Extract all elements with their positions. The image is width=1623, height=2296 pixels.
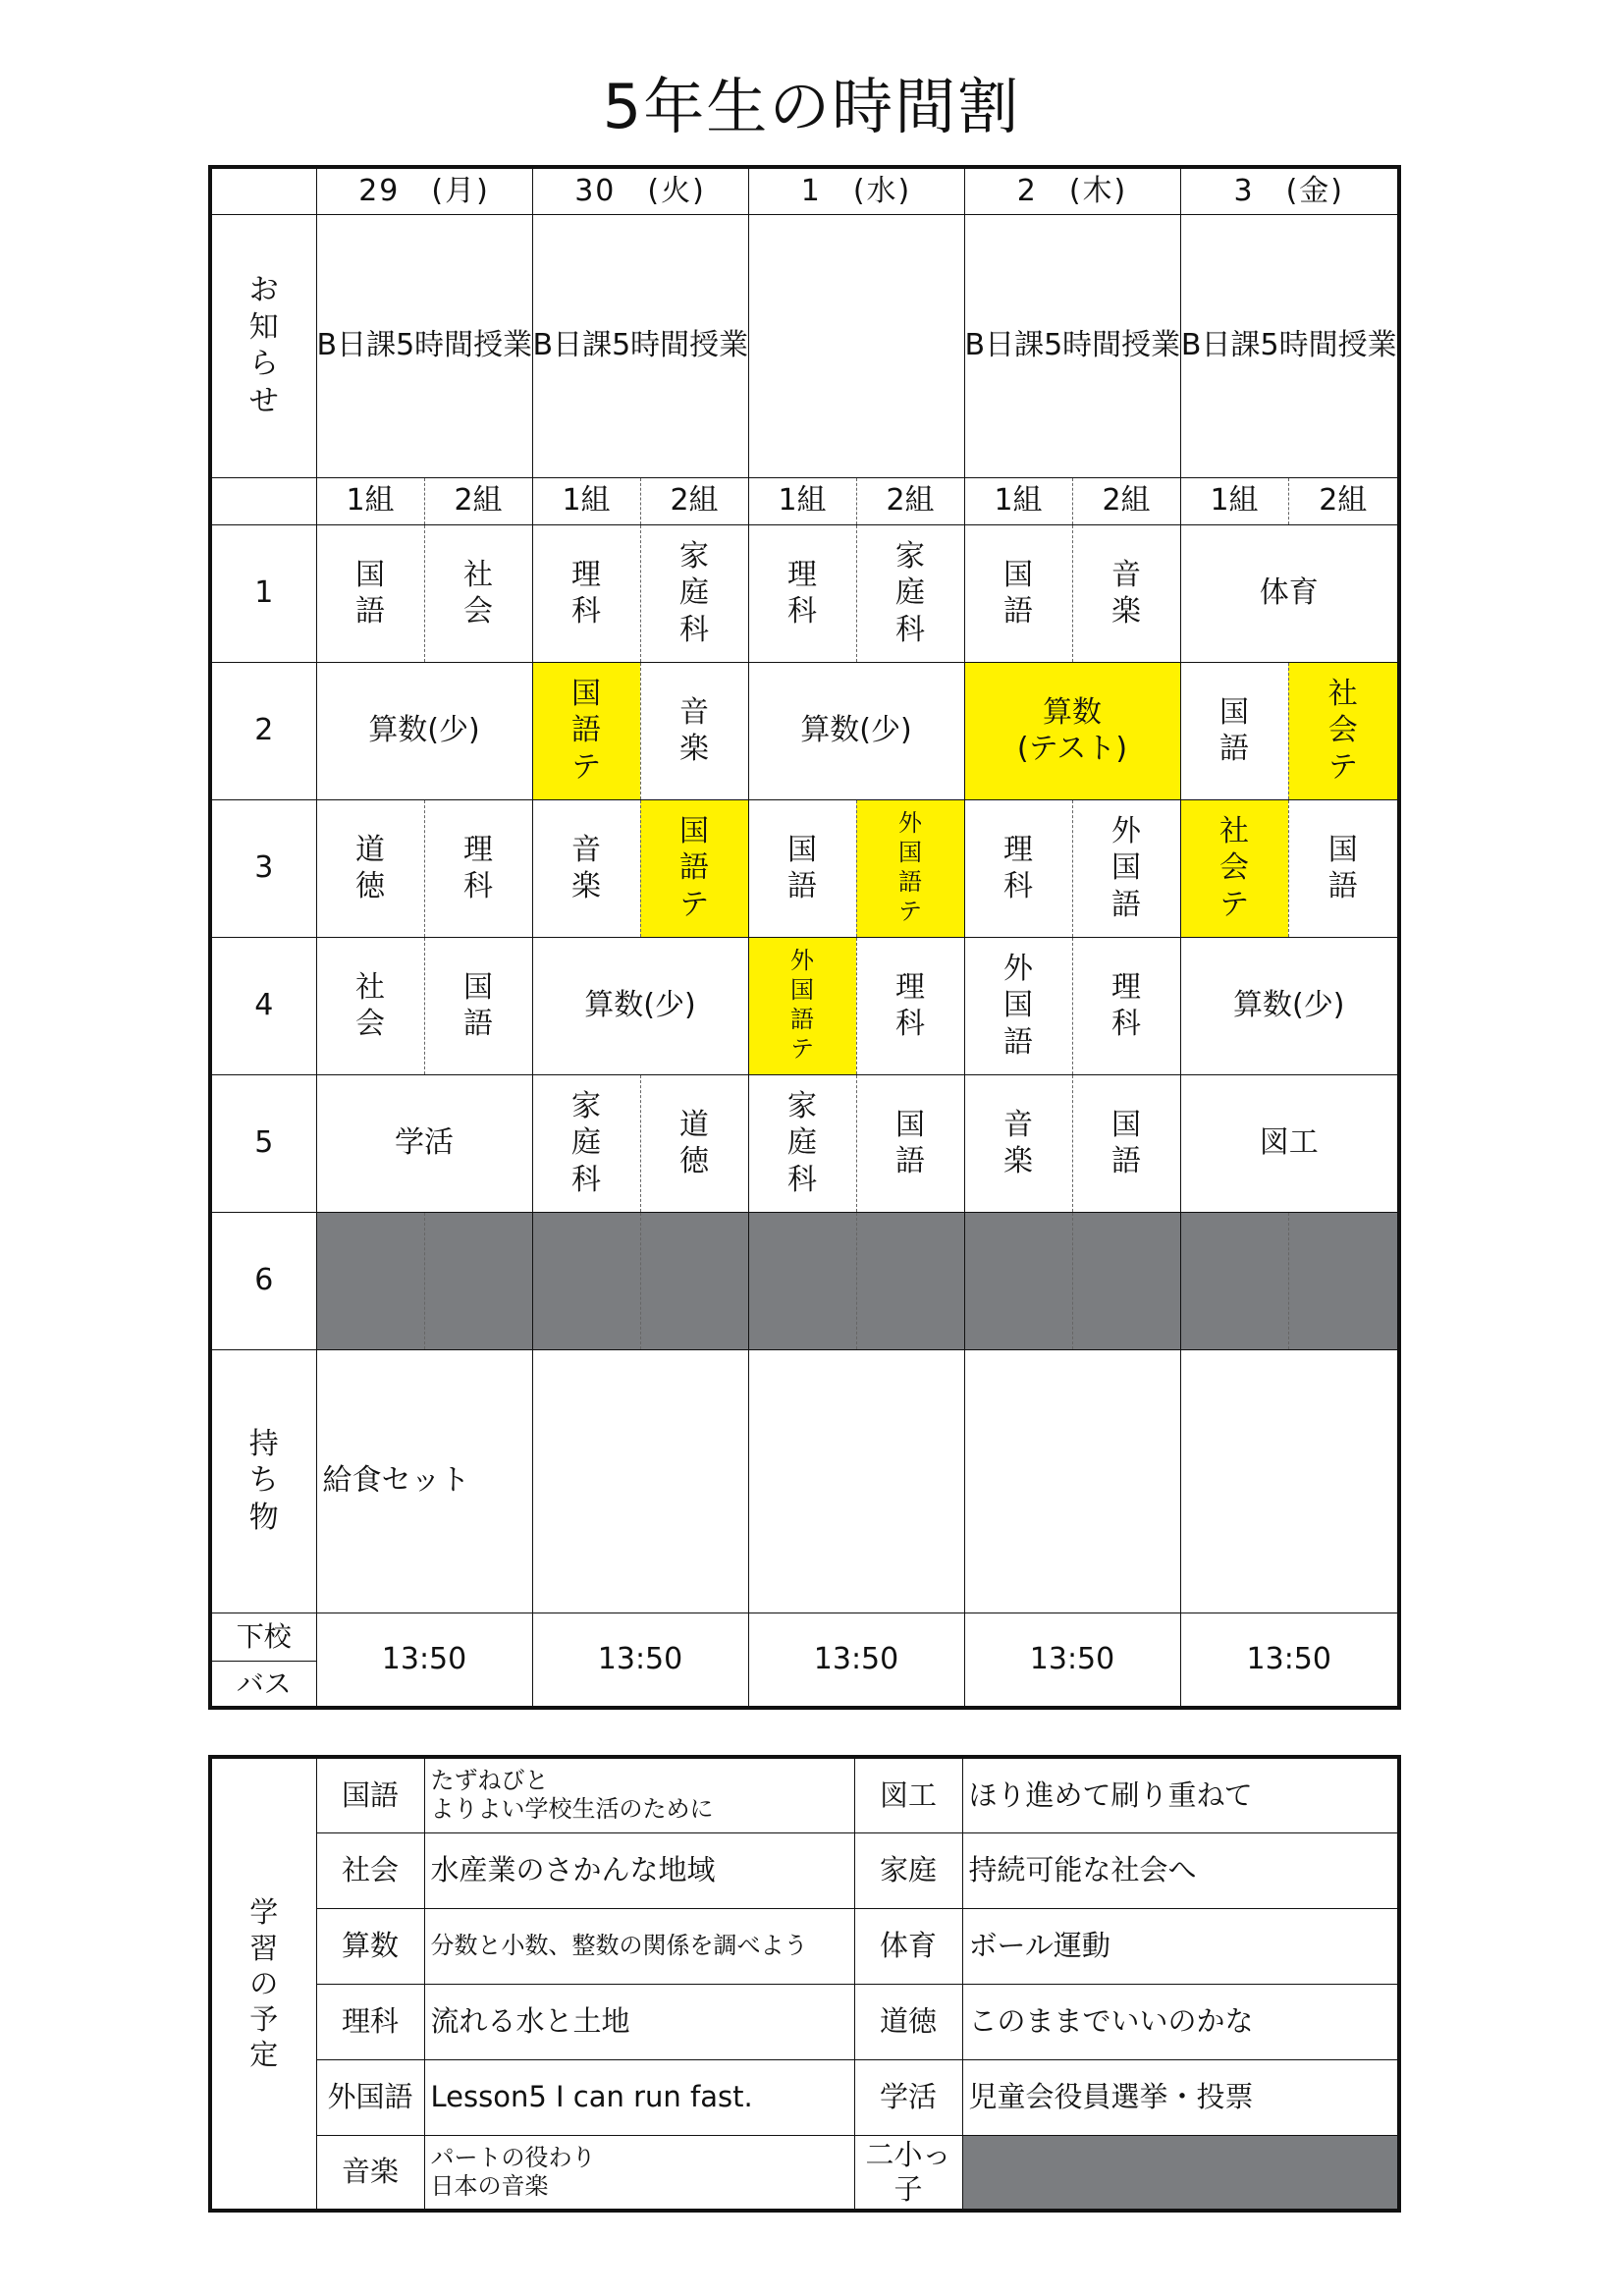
day-header-row — [210, 167, 1399, 214]
dismissal-time: 13:50 — [316, 1613, 532, 1708]
plan-content: 水産業のさかんな地域 — [424, 1832, 854, 1908]
plan-subject: 外国語 — [316, 2059, 424, 2135]
inactive-cell — [640, 1212, 748, 1349]
plan-content: ほり進めて刷り重ねて — [962, 1757, 1399, 1832]
dismissal-row — [210, 1613, 1399, 1708]
class-cell-test: 社会テ — [1288, 662, 1399, 799]
plan-content: 流れる水と土地 — [424, 1984, 854, 2059]
learning-plan-table — [208, 1755, 1401, 2213]
class-cell: 国語 — [1288, 799, 1399, 937]
plan-label: 学習の予定 — [210, 1757, 316, 2211]
group-2: 2組 — [640, 477, 748, 524]
plan-subject: 二小っ子 — [854, 2135, 962, 2211]
day-header: 1 (水) — [748, 167, 964, 214]
class-cell: 国語 — [316, 524, 424, 662]
class-cell-combined: 算数(少) — [1180, 937, 1399, 1074]
inactive-cell — [1288, 1212, 1399, 1349]
group-1: 1組 — [1180, 477, 1288, 524]
period-number: 5 — [210, 1074, 316, 1212]
belongings-cell — [748, 1349, 964, 1613]
class-cell: 国語 — [964, 524, 1072, 662]
inactive-cell — [748, 1212, 856, 1349]
day-header: 29 (月) — [316, 167, 532, 214]
class-cell-test: 外国語テ — [856, 799, 964, 937]
belongings-row — [210, 1349, 1399, 1613]
belongings-cell: 給食セット — [316, 1349, 532, 1613]
class-cell: 国語 — [856, 1074, 964, 1212]
plan-row — [210, 1832, 1399, 1908]
period-number: 6 — [210, 1212, 316, 1349]
group-1: 1組 — [748, 477, 856, 524]
group-1: 1組 — [964, 477, 1072, 524]
class-cell-combined: 算数(少) — [532, 937, 748, 1074]
dismissal-label: 下校 — [212, 1613, 316, 1662]
period-row-4 — [210, 937, 1399, 1074]
period-row-2 — [210, 662, 1399, 799]
dismissal-time: 13:50 — [748, 1613, 964, 1708]
belongings-cell — [532, 1349, 748, 1613]
class-cell: 理科 — [748, 524, 856, 662]
plan-subject: 算数 — [316, 1908, 424, 1984]
plan-content: このままでいいのかな — [962, 1984, 1399, 2059]
group-2: 2組 — [424, 477, 532, 524]
plan-inactive-cell — [962, 2135, 1399, 2211]
class-cell: 国語 — [1180, 662, 1288, 799]
class-cell-combined: 算数(少) — [748, 662, 964, 799]
class-cell: 家庭科 — [532, 1074, 640, 1212]
plan-subject: 社会 — [316, 1832, 424, 1908]
class-cell: 理科 — [424, 799, 532, 937]
plan-content: 持続可能な社会へ — [962, 1832, 1399, 1908]
plan-subject: 道徳 — [854, 1984, 962, 2059]
corner-cell — [210, 167, 316, 214]
plan-content: Lesson5 I can run fast. — [424, 2059, 854, 2135]
class-cell: 社会 — [424, 524, 532, 662]
period-row-5 — [210, 1074, 1399, 1212]
inactive-cell — [1180, 1212, 1288, 1349]
class-cell: 国語 — [748, 799, 856, 937]
group-2: 2組 — [1072, 477, 1180, 524]
class-cell: 音楽 — [964, 1074, 1072, 1212]
class-cell-test: 国語テ — [532, 662, 640, 799]
plan-subject: 体育 — [854, 1908, 962, 1984]
plan-subject: 学活 — [854, 2059, 962, 2135]
group-row — [210, 477, 1399, 524]
dismissal-time: 13:50 — [532, 1613, 748, 1708]
period-number: 1 — [210, 524, 316, 662]
plan-row — [210, 1908, 1399, 1984]
notice-cell: B日課5時間授業 — [532, 214, 748, 477]
belongings-cell — [964, 1349, 1180, 1613]
inactive-cell — [856, 1212, 964, 1349]
inactive-cell — [1072, 1212, 1180, 1349]
class-cell-combined-test: 算数 (テスト) — [964, 662, 1180, 799]
inactive-cell — [964, 1212, 1072, 1349]
notice-cell — [748, 214, 964, 477]
class-cell: 音楽 — [532, 799, 640, 937]
class-cell-test: 国語テ — [640, 799, 748, 937]
class-cell: 音楽 — [640, 662, 748, 799]
notice-cell: B日課5時間授業 — [1180, 214, 1399, 477]
inactive-cell — [316, 1212, 424, 1349]
plan-subject: 理科 — [316, 1984, 424, 2059]
plan-subject: 図工 — [854, 1757, 962, 1832]
plan-subject: 家庭 — [854, 1832, 962, 1908]
class-cell: 理科 — [1072, 937, 1180, 1074]
class-cell: 理科 — [532, 524, 640, 662]
period-row-6 — [210, 1212, 1399, 1349]
class-cell-combined: 図工 — [1180, 1074, 1399, 1212]
bus-label: バス — [236, 1667, 292, 1700]
period-number: 3 — [210, 799, 316, 937]
class-cell: 家庭科 — [856, 524, 964, 662]
period-number: 4 — [210, 937, 316, 1074]
dismissal-time: 13:50 — [1180, 1613, 1399, 1708]
class-cell: 理科 — [856, 937, 964, 1074]
class-cell-combined: 算数(少) — [316, 662, 532, 799]
plan-row — [210, 2135, 1399, 2211]
class-cell: 社会 — [316, 937, 424, 1074]
class-cell: 国語 — [1072, 1074, 1180, 1212]
class-cell: 国語 — [424, 937, 532, 1074]
notice-cell: B日課5時間授業 — [316, 214, 532, 477]
plan-row — [210, 1984, 1399, 2059]
class-cell: 道徳 — [640, 1074, 748, 1212]
dismissal-label-cell — [210, 1613, 316, 1708]
plan-row — [210, 2059, 1399, 2135]
notice-label: お知らせ — [210, 214, 316, 477]
day-header: 3 (金) — [1180, 167, 1399, 214]
period-number: 2 — [210, 662, 316, 799]
class-cell-combined: 学活 — [316, 1074, 532, 1212]
class-cell: 道徳 — [316, 799, 424, 937]
plan-content: たずねびと よりよい学校生活のために — [424, 1757, 854, 1832]
plan-subject: 音楽 — [316, 2135, 424, 2211]
class-cell: 家庭科 — [640, 524, 748, 662]
class-cell-combined: 体育 — [1180, 524, 1399, 662]
group-2: 2組 — [1288, 477, 1399, 524]
plan-content: 児童会役員選挙・投票 — [962, 2059, 1399, 2135]
belongings-label: 持ち物 — [210, 1349, 316, 1613]
group-2: 2組 — [856, 477, 964, 524]
plan-content: 分数と小数、整数の関係を調べよう — [424, 1908, 854, 1984]
day-header: 2 (木) — [964, 167, 1180, 214]
class-cell: 音楽 — [1072, 524, 1180, 662]
page-title: 5年生の時間割 — [602, 71, 1021, 142]
notice-row — [210, 214, 1399, 477]
class-cell: 理科 — [964, 799, 1072, 937]
group-1: 1組 — [316, 477, 424, 524]
class-cell: 家庭科 — [748, 1074, 856, 1212]
period-row-3 — [210, 799, 1399, 937]
day-header: 30 (火) — [532, 167, 748, 214]
plan-row — [210, 1757, 1399, 1832]
class-cell: 外国語 — [964, 937, 1072, 1074]
timetable — [208, 165, 1401, 1710]
dismissal-time: 13:50 — [964, 1613, 1180, 1708]
plan-subject: 国語 — [316, 1757, 424, 1832]
plan-content: ボール運動 — [962, 1908, 1399, 1984]
class-cell-test: 外国語テ — [748, 937, 856, 1074]
notice-cell: B日課5時間授業 — [964, 214, 1180, 477]
group-1: 1組 — [532, 477, 640, 524]
class-cell-test: 社会テ — [1180, 799, 1288, 937]
belongings-cell — [1180, 1349, 1399, 1613]
class-cell: 外国語 — [1072, 799, 1180, 937]
period-row-1 — [210, 524, 1399, 662]
plan-content: パートの役わり 日本の音楽 — [424, 2135, 854, 2211]
inactive-cell — [532, 1212, 640, 1349]
group-corner — [210, 477, 316, 524]
inactive-cell — [424, 1212, 532, 1349]
